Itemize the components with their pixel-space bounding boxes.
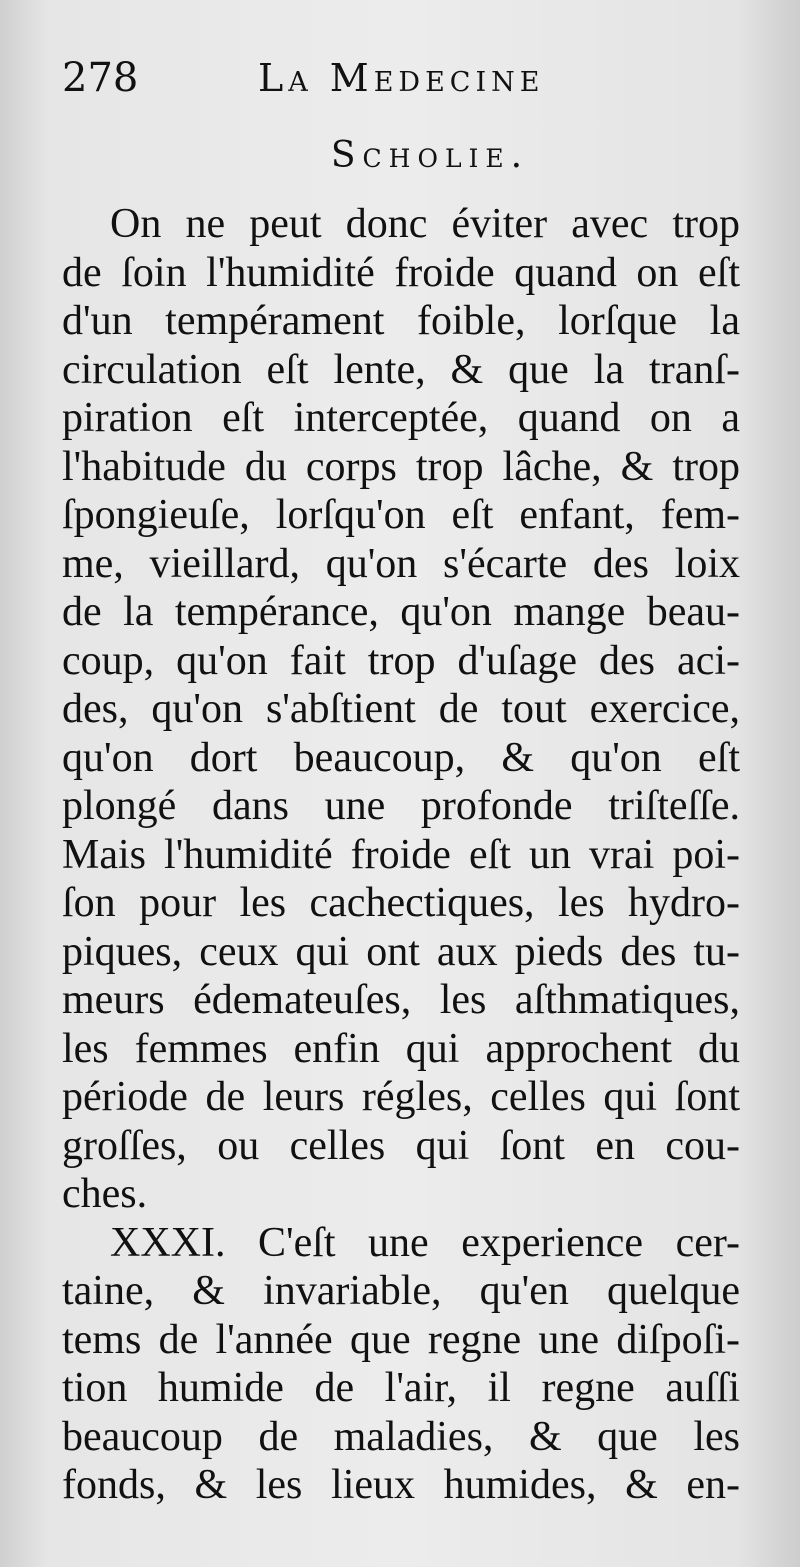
text-line: l'habitude du corps trop lâche, & trop	[62, 443, 740, 490]
text-line: de la tempérance, qu'on mange beau-	[62, 589, 740, 635]
text-line: qu'on dort beaucoup, & qu'on eſt	[62, 734, 740, 781]
text-line: meurs édemateuſes, les aſthmatiques,	[62, 977, 740, 1023]
text-line: plongé dans une profonde triſteſſe.	[62, 783, 740, 829]
text-line: tion humide de l'air, il regne auſſi	[62, 1365, 740, 1411]
text-line: les femmes enfin qui approchent du	[62, 1025, 740, 1072]
text-line: circulation eſt lente, & que la tranſ-	[62, 346, 740, 393]
text-line: me, vieillard, qu'on s'écarte des loix	[62, 540, 740, 587]
text-line: ſpongieuſe, lorſqu'on eſt enfant, fem-	[62, 492, 740, 538]
text-line: piques, ceux qui ont aux pieds des tu-	[62, 928, 740, 975]
body-text	[62, 200, 740, 1510]
text-line: ches.	[62, 1171, 148, 1217]
text-line: coup, qu'on fait trop d'uſage des aci-	[62, 637, 740, 684]
text-line: fonds, & les lieux humides, & en-	[62, 1462, 740, 1508]
text-line: XXXI. C'eſt une experience cer-	[110, 1219, 740, 1266]
text-line: des, qu'on s'abſtient de tout exercice,	[62, 686, 740, 732]
text-line: tems de l'année que regne une diſpoſi-	[62, 1316, 740, 1363]
text-line: Mais l'humidité froide eſt un vrai poi-	[62, 831, 740, 878]
text-line: beaucoup de maladies, & que les	[62, 1413, 740, 1460]
section-heading: Scholie.	[330, 135, 530, 176]
text-line: On ne peut donc éviter avec trop	[110, 201, 740, 247]
text-line: ſon pour les cachectiques, les hydro-	[62, 880, 740, 926]
text-line: de ſoin l'humidité froide quand on eſt	[62, 249, 740, 296]
text-line: groſſes, ou celles qui ſont en cou-	[62, 1122, 740, 1169]
text-line: piration eſt interceptée, quand on a	[62, 395, 740, 441]
text-line: taine, & invariable, qu'en quelque	[62, 1268, 740, 1314]
running-title: La Medecine	[258, 56, 545, 100]
text-line: d'un tempérament foible, lorſque la	[62, 298, 740, 344]
page-number: 278	[62, 55, 139, 101]
running-head	[62, 48, 582, 108]
text-line: période de leurs régles, celles qui ſont	[62, 1074, 740, 1120]
